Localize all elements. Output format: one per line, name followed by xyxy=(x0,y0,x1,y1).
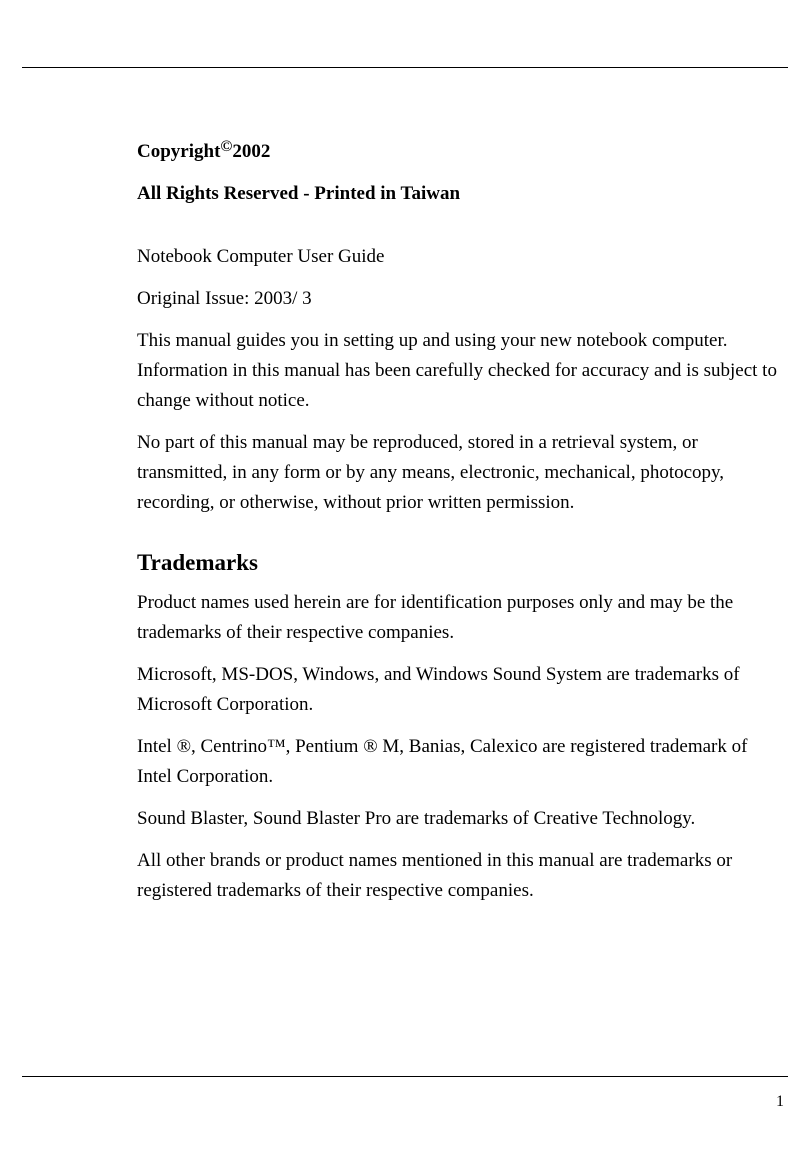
copyright-symbol: © xyxy=(220,138,233,155)
trademark-paragraph: Intel ®, Centrino™, Pentium ® M, Banias, Calexico are registered trademark of Intel Corporation. xyxy=(137,736,748,787)
rights-statement: All Rights Reserved - Printed in Taiwan xyxy=(137,183,461,204)
manual-description: This manual guides you in setting up and using your new notebook computer. Information in this manual has been carefully checked for accuracy and is subject to change without notice. xyxy=(137,330,777,411)
copyright-line xyxy=(137,138,787,166)
page-number: 1 xyxy=(776,1093,784,1110)
copyright-year: 2002 xyxy=(232,141,271,162)
page-content xyxy=(137,138,787,906)
reproduction-notice: No part of this manual may be reproduced, stored in a retrieval system, or transmitted, in any form or by any means, electronic, mechanical, photocopy, recording, or otherwise, without prior written permission. xyxy=(137,432,725,513)
guide-title: Notebook Computer User Guide xyxy=(137,246,385,267)
trademark-paragraph: All other brands or product names mentioned in this manual are trademarks or registered trademarks of their respective companies. xyxy=(137,850,733,901)
copyright-word: Copyright xyxy=(137,141,221,162)
top-divider xyxy=(22,67,788,68)
bottom-divider xyxy=(22,1076,788,1077)
trademark-paragraph: Product names used herein are for identification purposes only and may be the trademarks of their respective companies. xyxy=(137,592,734,643)
trademark-paragraph: Sound Blaster, Sound Blaster Pro are trademarks of Creative Technology. xyxy=(137,808,696,829)
trademark-paragraph: Microsoft, MS-DOS, Windows, and Windows Sound System are trademarks of Microsoft Corporation. xyxy=(137,664,740,715)
trademarks-heading: Trademarks xyxy=(137,550,258,575)
issue-date: Original Issue: 2003/ 3 xyxy=(137,288,312,309)
